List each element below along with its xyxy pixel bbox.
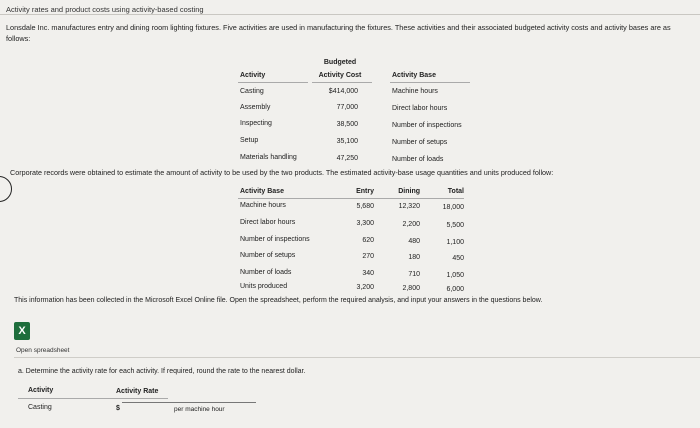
table-cell: Number of loads bbox=[240, 269, 292, 276]
col-header-activity-cost: Activity Cost bbox=[318, 72, 362, 79]
table-cell: $414,000 bbox=[328, 88, 358, 95]
table-cell: Number of inspections bbox=[240, 236, 310, 243]
table-cell: 12,320 bbox=[398, 203, 420, 210]
table-cell: 450 bbox=[452, 255, 464, 262]
table-cell: 5,680 bbox=[356, 203, 374, 210]
table-cell: Setup bbox=[240, 137, 259, 144]
table-cell: 2,200 bbox=[402, 221, 420, 228]
currency-symbol: $ bbox=[116, 405, 120, 412]
section-divider bbox=[14, 357, 700, 358]
table-cell: 6,000 bbox=[446, 286, 464, 293]
table-cell: 3,300 bbox=[356, 220, 374, 227]
answer-input-underline bbox=[122, 402, 256, 403]
answer-col-activity-rate: Activity Rate bbox=[116, 388, 159, 395]
header-underline bbox=[390, 82, 470, 83]
table-cell: 3,200 bbox=[356, 284, 374, 291]
table-cell: Direct labor hours bbox=[392, 105, 448, 112]
header-underline bbox=[312, 82, 372, 83]
table-cell: Direct labor hours bbox=[240, 219, 296, 226]
table-cell: 270 bbox=[362, 253, 374, 260]
left-edge-circle bbox=[0, 176, 12, 202]
intro-paragraph: Lonsdale Inc. manufactures entry and dining room lighting fixtures. Five activities are used in manufacturing the fixtures. These activities and their associated budgeted activity costs and activity bases are as follows: bbox=[6, 23, 671, 43]
answer-header-underline bbox=[18, 398, 118, 399]
table-cell: 77,000 bbox=[336, 104, 358, 111]
table-cell: Casting bbox=[240, 88, 264, 95]
table-cell: Number of inspections bbox=[392, 122, 462, 129]
table-cell: Number of loads bbox=[392, 156, 444, 163]
rate-unit-label: per machine hour bbox=[174, 406, 225, 413]
table-cell: 5,500 bbox=[446, 222, 464, 229]
table-cell: 180 bbox=[408, 254, 420, 261]
table-cell: 480 bbox=[408, 238, 420, 245]
table-cell: Number of setups bbox=[392, 139, 448, 146]
table-cell: Inspecting bbox=[240, 120, 272, 127]
table-cell: 35,100 bbox=[336, 138, 358, 145]
table-cell: Machine hours bbox=[392, 88, 438, 95]
col-header-dining: Dining bbox=[398, 188, 420, 195]
header-underline bbox=[238, 82, 308, 83]
col-header-entry: Entry bbox=[356, 188, 374, 195]
answer-col-activity: Activity bbox=[28, 387, 54, 394]
question-a-text: a. Determine the activity rate for each activity. If required, round the rate to the nearest dollar. bbox=[18, 368, 306, 375]
answer-row-activity: Casting bbox=[28, 404, 52, 411]
open-spreadsheet-link[interactable]: Open spreadsheet bbox=[16, 347, 70, 354]
table-cell: 2,800 bbox=[402, 285, 420, 292]
excel-info-paragraph: This information has been collected in the Microsoft Excel Online file. Open the spreadsheet, perform the required analysis, and input your answers in the questions below. bbox=[14, 297, 543, 304]
table-cell: 18,000 bbox=[442, 204, 464, 211]
table-cell: 38,500 bbox=[336, 121, 358, 128]
table-cell: 710 bbox=[408, 271, 420, 278]
table-cell: 340 bbox=[362, 270, 374, 277]
table-cell: 1,050 bbox=[446, 272, 464, 279]
table-cell: 1,100 bbox=[446, 239, 464, 246]
col-header-total: Total bbox=[447, 188, 464, 195]
page-title: Activity rates and product costs using activity-based costing bbox=[6, 5, 204, 14]
casting-rate-input[interactable] bbox=[126, 402, 166, 412]
header-divider bbox=[0, 14, 700, 15]
table-cell: Assembly bbox=[240, 104, 271, 111]
col-header-activity-base: Activity Base bbox=[392, 72, 436, 79]
table-cell: 620 bbox=[362, 237, 374, 244]
excel-icon[interactable]: X bbox=[14, 322, 30, 340]
col-header-activity-base: Activity Base bbox=[240, 188, 284, 195]
table-cell: Materials handling bbox=[240, 154, 297, 161]
corporate-records-paragraph: Corporate records were obtained to estimate the amount of activity to be used by the two products. The estimated activity-base usage quantities and units produced follow: bbox=[10, 168, 554, 177]
col-header-budgeted: Budgeted bbox=[323, 59, 357, 66]
header-underline bbox=[238, 198, 464, 199]
col-header-activity: Activity bbox=[240, 72, 266, 79]
table-cell: Units produced bbox=[240, 283, 288, 290]
table-cell: Number of setups bbox=[240, 252, 296, 259]
table-cell: Machine hours bbox=[240, 202, 286, 209]
answer-header-underline bbox=[118, 398, 168, 399]
table-cell: 47,250 bbox=[336, 155, 358, 162]
